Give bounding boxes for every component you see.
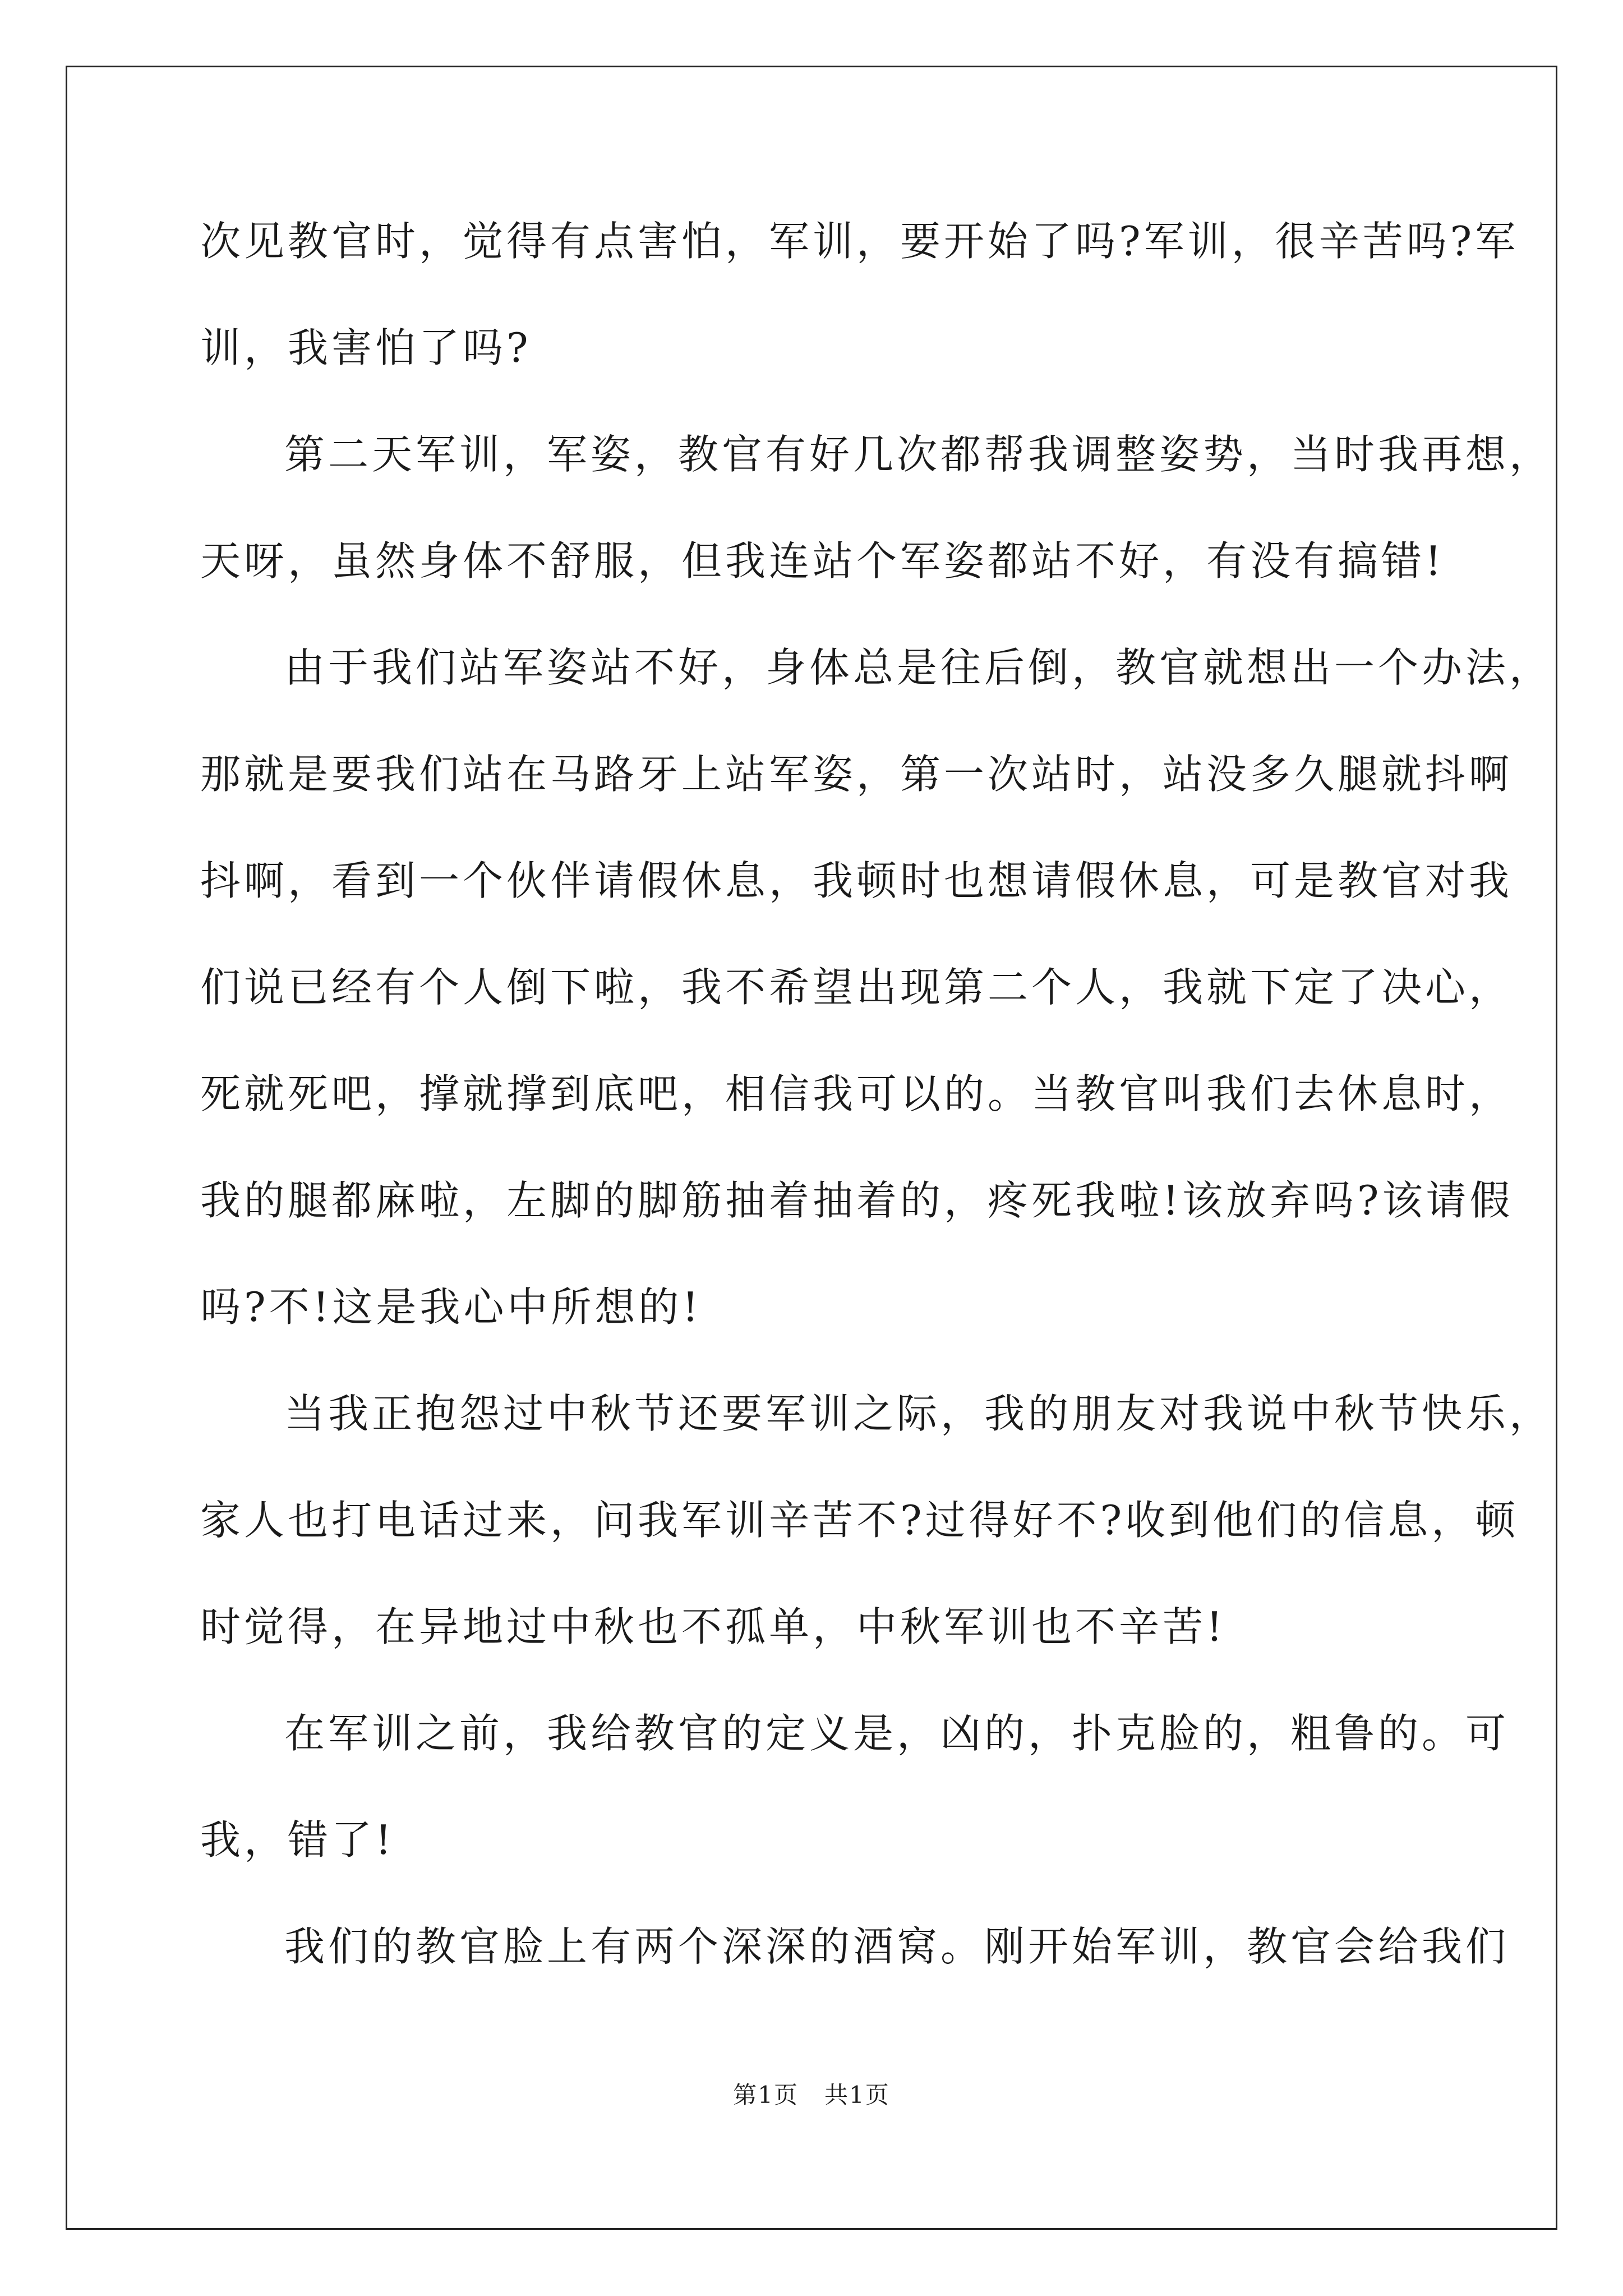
page-footer: 第1页 共1页 bbox=[733, 2081, 890, 2109]
text-line: 家人也打电话过来，问我军训辛苦不?过得好不?收到他们的信息，顿 bbox=[200, 1497, 1519, 1544]
text-line: 第二天军训，军姿，教官有好几次都帮我调整姿势，当时我再想， bbox=[284, 431, 1553, 478]
text-line: 天呀，虽然身体不舒服，但我连站个军姿都站不好，有没有搞错! bbox=[200, 537, 1445, 585]
text-line: 时觉得，在异地过中秋也不孤单，中秋军训也不辛苦! bbox=[200, 1603, 1226, 1650]
text-line: 我们的教官脸上有两个深深的酒窝。刚开始军训，教官会给我们 bbox=[284, 1923, 1510, 1970]
text-line: 我，错了! bbox=[200, 1816, 395, 1864]
text-line: 次见教官时，觉得有点害怕，军训，要开始了吗?军训，很辛苦吗?军 bbox=[200, 218, 1519, 265]
text-line: 吗?不!这是我心中所想的! bbox=[200, 1283, 702, 1331]
page-border bbox=[66, 66, 1557, 2230]
text-line: 那就是要我们站在马路牙上站军姿，第一次站时，站没多久腿就抖啊 bbox=[200, 751, 1513, 798]
text-line: 由于我们站军姿站不好，身体总是往后倒，教官就想出一个办法， bbox=[284, 644, 1553, 691]
text-line: 死就死吧，撑就撑到底吧，相信我可以的。当教官叫我们去休息时， bbox=[200, 1070, 1513, 1117]
text-line: 我的腿都麻啦，左脚的脚筋抽着抽着的，疼死我啦!该放弃吗?该请假 bbox=[200, 1177, 1514, 1224]
text-line: 训，我害怕了吗? bbox=[200, 324, 532, 371]
text-line: 当我正抱怨过中秋节还要军训之际，我的朋友对我说中秋节快乐， bbox=[284, 1390, 1553, 1437]
text-line: 抖啊，看到一个伙伴请假休息，我顿时也想请假休息，可是教官对我 bbox=[200, 857, 1513, 904]
text-line: 在军训之前，我给教官的定义是，凶的，扑克脸的，粗鲁的。可 bbox=[284, 1710, 1510, 1757]
text-line: 们说已经有个人倒下啦，我不希望出现第二个人，我就下定了决心， bbox=[200, 964, 1513, 1011]
